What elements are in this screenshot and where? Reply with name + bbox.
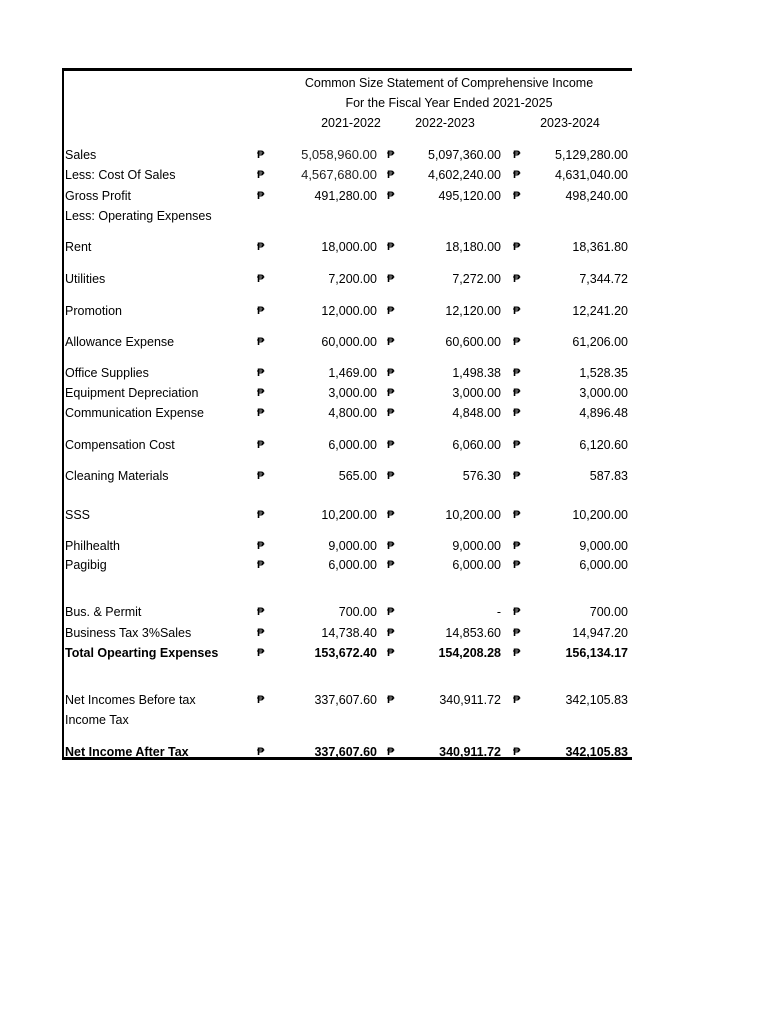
currency-symbol: ₱ [513,387,521,399]
currency-symbol: ₱ [387,387,395,399]
value-2: 18,180.00 [445,240,501,254]
currency-symbol: ₱ [257,559,265,571]
value-3: 5,129,280.00 [555,148,628,162]
value-1: 565.00 [338,469,377,483]
statement-row [64,405,632,421]
row-label: Less: Operating Expenses [65,209,212,223]
value-2: 5,097,360.00 [428,148,501,162]
statement-row [64,365,632,381]
year-header-2: 2022-2023 [415,116,475,130]
statement-row [64,507,632,523]
currency-symbol: ₱ [387,540,395,552]
currency-symbol: ₱ [387,694,395,706]
currency-symbol: ₱ [257,149,265,161]
value-2: 60,600.00 [445,335,501,349]
statement-row [64,385,632,401]
currency-symbol: ₱ [257,241,265,253]
value-2: 340,911.72 [439,693,501,707]
year-header-3: 2023-2024 [540,116,600,130]
value-3: 14,947.20 [572,626,628,640]
value-2: 154,208.28 [438,646,501,660]
row-label: Allowance Expense [65,335,175,349]
value-3: 342,105.83 [565,745,628,759]
statement-row [64,437,632,453]
value-2: 340,911.72 [439,745,501,759]
value-1: 60,000.00 [321,335,377,349]
statement-row [64,604,632,620]
currency-symbol: ₱ [387,559,395,571]
value-2: 9,000.00 [452,539,501,553]
value-3: 61,206.00 [572,335,628,349]
value-2: 10,200.00 [445,508,501,522]
value-1: 5,058,960.00 [301,147,377,162]
currency-symbol: ₱ [257,647,265,659]
currency-symbol: ₱ [513,407,521,419]
statement-row [64,692,632,708]
currency-symbol: ₱ [257,273,265,285]
currency-symbol: ₱ [513,509,521,521]
statement-row [64,557,632,573]
value-3: 1,528.35 [579,366,628,380]
value-1: 12,000.00 [321,304,377,318]
currency-symbol: ₱ [513,439,521,451]
value-3: 498,240.00 [565,189,628,203]
statement-row [64,645,632,661]
row-label: Gross Profit [65,189,131,203]
value-1: 3,000.00 [328,386,377,400]
value-1: 491,280.00 [314,189,377,203]
currency-symbol: ₱ [257,367,265,379]
value-2: 4,848.00 [452,406,501,420]
row-label: Business Tax 3%Sales [65,626,192,640]
currency-symbol: ₱ [387,647,395,659]
statement-title: Common Size Statement of Comprehensive Income [304,76,594,90]
currency-symbol: ₱ [257,606,265,618]
row-label: Net Income After Tax [65,745,189,759]
value-2: 495,120.00 [438,189,501,203]
value-1: 7,200.00 [328,272,377,286]
currency-symbol: ₱ [257,407,265,419]
statement-row [64,303,632,319]
row-label: Utilities [65,272,106,286]
currency-symbol: ₱ [257,439,265,451]
currency-symbol: ₱ [257,305,265,317]
value-1: 4,567,680.00 [301,167,377,182]
currency-symbol: ₱ [387,606,395,618]
row-label: Pagibig [65,558,107,572]
currency-symbol: ₱ [513,694,521,706]
currency-symbol: ₱ [513,169,521,181]
statement-row [64,147,632,163]
value-2: 12,120.00 [445,304,501,318]
currency-symbol: ₱ [387,470,395,482]
row-label: Rent [65,240,92,254]
value-1: 6,000.00 [328,558,377,572]
currency-symbol: ₱ [513,190,521,202]
currency-symbol: ₱ [387,241,395,253]
row-label: Total Opearting Expenses [65,646,219,660]
currency-symbol: ₱ [257,336,265,348]
statement-row [64,625,632,641]
value-3: 4,631,040.00 [555,168,628,182]
row-label: Philhealth [65,539,120,553]
value-3: 12,241.20 [572,304,628,318]
value-2: 7,272.00 [452,272,501,286]
row-label: Equipment Depreciation [65,386,199,400]
value-3: 6,000.00 [579,558,628,572]
row-label: Compensation Cost [65,438,175,452]
currency-symbol: ₱ [387,627,395,639]
value-2: - [496,605,501,619]
currency-symbol: ₱ [513,470,521,482]
value-3: 4,896.48 [579,406,628,420]
currency-symbol: ₱ [513,746,521,758]
income-statement-sheet [62,68,632,760]
row-label: Office Supplies [65,366,149,380]
statement-row [64,188,632,204]
value-3: 587.83 [589,469,628,483]
value-2: 3,000.00 [452,386,501,400]
value-1: 6,000.00 [328,438,377,452]
currency-symbol: ₱ [513,647,521,659]
currency-symbol: ₱ [257,387,265,399]
currency-symbol: ₱ [387,305,395,317]
value-2: 14,853.60 [445,626,501,640]
currency-symbol: ₱ [387,439,395,451]
row-label: Income Tax [65,713,129,727]
currency-symbol: ₱ [257,169,265,181]
currency-symbol: ₱ [257,190,265,202]
currency-symbol: ₱ [513,273,521,285]
currency-symbol: ₱ [387,149,395,161]
statement-row [64,239,632,255]
currency-symbol: ₱ [387,746,395,758]
row-label: Net Incomes Before tax [65,693,196,707]
value-3: 10,200.00 [572,508,628,522]
currency-symbol: ₱ [257,540,265,552]
currency-symbol: ₱ [387,509,395,521]
statement-row [64,167,632,183]
currency-symbol: ₱ [257,746,265,758]
currency-symbol: ₱ [387,367,395,379]
currency-symbol: ₱ [387,190,395,202]
year-header-1: 2021-2022 [321,116,381,130]
currency-symbol: ₱ [387,407,395,419]
statement-row [64,744,632,760]
statement-row [64,208,632,224]
value-3: 6,120.60 [579,438,628,452]
statement-row [64,468,632,484]
value-3: 342,105.83 [565,693,628,707]
row-label: Less: Cost Of Sales [65,168,176,182]
value-3: 18,361.80 [572,240,628,254]
value-2: 6,000.00 [452,558,501,572]
currency-symbol: ₱ [513,606,521,618]
value-3: 156,134.17 [565,646,628,660]
currency-symbol: ₱ [513,367,521,379]
row-label: Promotion [65,304,122,318]
currency-symbol: ₱ [513,149,521,161]
row-label: SSS [65,508,91,522]
currency-symbol: ₱ [257,627,265,639]
value-1: 18,000.00 [321,240,377,254]
statement-subtitle: For the Fiscal Year Ended 2021-2025 [345,96,553,110]
value-2: 576.30 [462,469,501,483]
value-1: 153,672.40 [314,646,377,660]
row-label: Communication Expense [65,406,204,420]
value-1: 4,800.00 [328,406,377,420]
value-1: 10,200.00 [321,508,377,522]
value-3: 9,000.00 [579,539,628,553]
value-3: 3,000.00 [579,386,628,400]
value-2: 1,498.38 [452,366,501,380]
row-label: Sales [65,148,97,162]
statement-row [64,712,632,728]
currency-symbol: ₱ [257,694,265,706]
currency-symbol: ₱ [513,241,521,253]
value-3: 700.00 [589,605,628,619]
value-1: 14,738.40 [321,626,377,640]
value-1: 700.00 [338,605,377,619]
value-1: 1,469.00 [328,366,377,380]
statement-row [64,538,632,554]
row-label: Cleaning Materials [65,469,169,483]
value-1: 337,607.60 [314,745,377,759]
currency-symbol: ₱ [387,273,395,285]
currency-symbol: ₱ [387,169,395,181]
currency-symbol: ₱ [257,509,265,521]
value-1: 337,607.60 [314,693,377,707]
currency-symbol: ₱ [387,336,395,348]
value-3: 7,344.72 [579,272,628,286]
currency-symbol: ₱ [513,540,521,552]
value-2: 6,060.00 [452,438,501,452]
currency-symbol: ₱ [513,627,521,639]
currency-symbol: ₱ [513,336,521,348]
currency-symbol: ₱ [257,470,265,482]
value-2: 4,602,240.00 [428,168,501,182]
statement-row [64,271,632,287]
value-1: 9,000.00 [328,539,377,553]
currency-symbol: ₱ [513,559,521,571]
row-label: Bus. & Permit [65,605,142,619]
currency-symbol: ₱ [513,305,521,317]
statement-row [64,334,632,350]
